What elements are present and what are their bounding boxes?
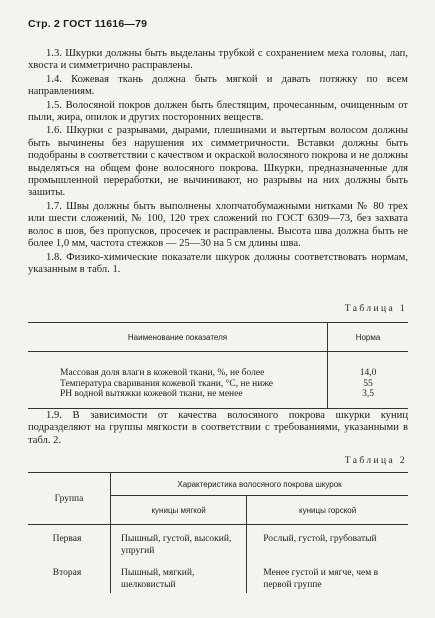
page-header: Стр. 2 ГОСТ 11616—79 <box>28 18 148 30</box>
table2-header-group: Группа <box>28 473 111 525</box>
table1-norm: 55 <box>328 379 409 390</box>
paragraph-1-4: 1.4. Кожевая ткань должна быть мягкой и давать потяжку по всем направлениям. <box>28 73 408 98</box>
table2-hard: Рослый, густой, грубоватый <box>263 534 377 544</box>
paragraph-1-7: 1.7. Швы должны быть выполнены хлопчатобумажными нитками № 80 трех или шести сложений, № 100, 120 трех сложений по ГОСТ 6309—73, без захвата волос в шов, без пропусков, просечек и расправлены. Высота шва должна быть не более 1,0 мм, частота стежков — 25—30 на 5 см длины шва. <box>28 200 408 250</box>
table2-header-mountain-marten: куницы горской <box>247 496 408 525</box>
table2-header-characteristic: Характеристика волосяного покрова шкурок <box>111 473 409 496</box>
table2-hard: Менее густой и мягче, чем в первой группе <box>263 568 379 590</box>
paragraph-1-8: 1.8. Физико-химические показатели шкурок должны соответствовать нормам, указанным в табл. 1. <box>28 251 408 275</box>
table-row <box>28 352 408 379</box>
table1-norm: 14,0 <box>328 352 409 379</box>
table1-param: Массовая доля влаги в кожевой ткани, %, не более <box>60 368 265 378</box>
paragraph-1-5: 1.5. Волосяной покров должен быть блестящим, прочесанным, очищенным от пыли, жира, опилок и других посторонних веществ. <box>28 99 408 124</box>
table2-label: Таблица 2 <box>344 456 407 466</box>
paragraph-1-6: 1.6. Шкурки с разрывами, дырами, плешинами и вытертым волосом должны быть вычинены без нарушения их симметричности. Вставки должны быть подобраны в соответствии с качеством и окраской волосяного покрова и не должны выделяться на общем фоне волосяного покрова. Шкурки, предназначенные для промышленной переработки, не вычинивают, но разрывы на них должны быть зашиты. <box>28 125 408 199</box>
table2 <box>28 472 408 593</box>
table1-norm: 3,5 <box>328 389 409 408</box>
table-row <box>28 389 408 408</box>
table-row <box>28 559 408 593</box>
table1-label: Таблица 1 <box>344 304 407 314</box>
table2-soft: Пышный, мягкий, шелковистый <box>111 559 247 593</box>
table1 <box>28 322 408 409</box>
table2-group: Вторая <box>52 568 82 578</box>
paragraph-1-3: 1.3. Шкурки должны быть выделаны трубкой с сохранением меха головы, лап, хвоста и симметрично расправлены. <box>28 48 408 72</box>
table-row <box>28 379 408 390</box>
table1-header-norm: Норма <box>328 323 409 352</box>
table1-param: Температура сваривания кожевой ткани, °С, не ниже <box>60 378 273 389</box>
table1-header-param: Наименование показателя <box>28 323 328 352</box>
paragraph-1-9: 1.9. В зависимости от качества волосяного покрова шкурки куниц подразделяют на группы мягкости в соответствии с требованиями, указанными в табл. 2. <box>28 410 408 446</box>
body-text-2 <box>28 410 408 448</box>
body-text <box>28 48 408 277</box>
table2-soft: Пышный, густой, высокий, упругий <box>111 525 247 560</box>
table-row <box>28 525 408 560</box>
table1-param: РН водной вытяжки кожевой ткани, не менее <box>28 389 328 408</box>
table2-group: Первая <box>52 534 82 544</box>
table2-header-soft-marten: куницы мягкой <box>111 496 247 525</box>
